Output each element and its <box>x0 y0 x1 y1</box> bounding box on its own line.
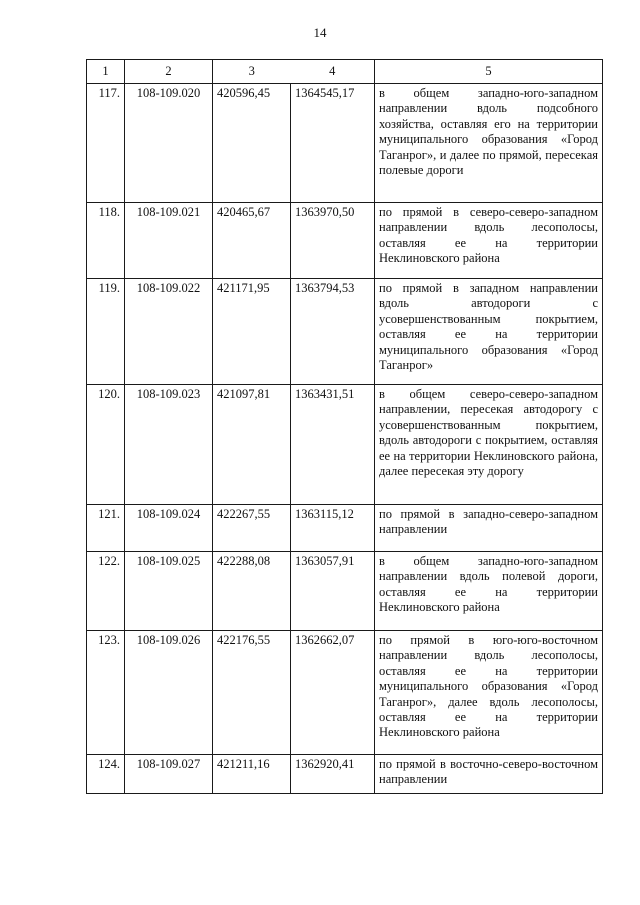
point-code: 108-109.026 <box>125 631 213 755</box>
coordinate-x: 422267,55 <box>213 505 291 552</box>
boundary-description: по прямой в юго-юго-восточном направлении вдоль лесополосы, оставляя ее на территории муниципального образования «Город Таганрог», далее вдоль лесополосы, оставляя ее на территории Неклиновского района <box>375 631 603 755</box>
row-number: 123. <box>87 631 125 755</box>
header-col-5: 5 <box>375 60 603 84</box>
coordinate-x: 422288,08 <box>213 552 291 631</box>
coordinate-x: 422176,55 <box>213 631 291 755</box>
coordinate-x: 421171,95 <box>213 279 291 385</box>
row-number: 121. <box>87 505 125 552</box>
coordinate-y: 1363431,51 <box>291 385 375 505</box>
table-row <box>87 385 603 505</box>
table-header-row <box>87 60 603 84</box>
coordinate-y: 1362662,07 <box>291 631 375 755</box>
table-row <box>87 279 603 385</box>
boundary-description: в общем западно-юго-западном направлении вдоль полевой дороги, оставляя ее на территории Неклиновского района <box>375 552 603 631</box>
boundary-description: по прямой в северо-северо-западном направлении вдоль лесополосы, оставляя ее на территории Неклиновского района <box>375 203 603 279</box>
table-row <box>87 755 603 794</box>
header-col-4: 4 <box>291 60 375 84</box>
row-number: 119. <box>87 279 125 385</box>
boundary-points-table <box>86 59 603 794</box>
row-number: 120. <box>87 385 125 505</box>
point-code: 108-109.022 <box>125 279 213 385</box>
coordinate-y: 1363794,53 <box>291 279 375 385</box>
table-row <box>87 84 603 203</box>
coordinate-x: 420596,45 <box>213 84 291 203</box>
coordinate-x: 421097,81 <box>213 385 291 505</box>
coordinate-y: 1362920,41 <box>291 755 375 794</box>
point-code: 108-109.023 <box>125 385 213 505</box>
point-code: 108-109.027 <box>125 755 213 794</box>
table-row <box>87 203 603 279</box>
boundary-description: по прямой в восточно-северо-восточном направлении <box>375 755 603 794</box>
page-number: 14 <box>313 25 327 40</box>
point-code: 108-109.024 <box>125 505 213 552</box>
row-number: 124. <box>87 755 125 794</box>
point-code: 108-109.021 <box>125 203 213 279</box>
coordinate-y: 1363970,50 <box>291 203 375 279</box>
boundary-description: в общем западно-юго-западном направлении вдоль подсобного хозяйства, оставляя его на территории муниципального образования «Город Таганрог», и далее по прямой, пересекая полевые дороги <box>375 84 603 203</box>
table-row <box>87 552 603 631</box>
table-row <box>87 505 603 552</box>
header-col-3: 3 <box>213 60 291 84</box>
boundary-description: в общем северо-северо-западном направлении, пересекая автодорогу с усовершенствованным покрытием, вдоль автодороги с покрытием, оставляя ее на территории Неклиновского района, далее пересекая эту дорогу <box>375 385 603 505</box>
coordinate-x: 421211,16 <box>213 755 291 794</box>
coordinate-x: 420465,67 <box>213 203 291 279</box>
row-number: 117. <box>87 84 125 203</box>
coordinate-y: 1363057,91 <box>291 552 375 631</box>
point-code: 108-109.020 <box>125 84 213 203</box>
boundary-description: по прямой в западном направлении вдоль автодороги с усовершенствованным покрытием, оставляя ее на территории муниципального образования «Город Таганрог» <box>375 279 603 385</box>
coordinate-y: 1364545,17 <box>291 84 375 203</box>
header-col-1: 1 <box>87 60 125 84</box>
row-number: 118. <box>87 203 125 279</box>
coordinate-y: 1363115,12 <box>291 505 375 552</box>
row-number: 122. <box>87 552 125 631</box>
header-col-2: 2 <box>125 60 213 84</box>
boundary-description: по прямой в западно-северо-западном направлении <box>375 505 603 552</box>
point-code: 108-109.025 <box>125 552 213 631</box>
table-row <box>87 631 603 755</box>
